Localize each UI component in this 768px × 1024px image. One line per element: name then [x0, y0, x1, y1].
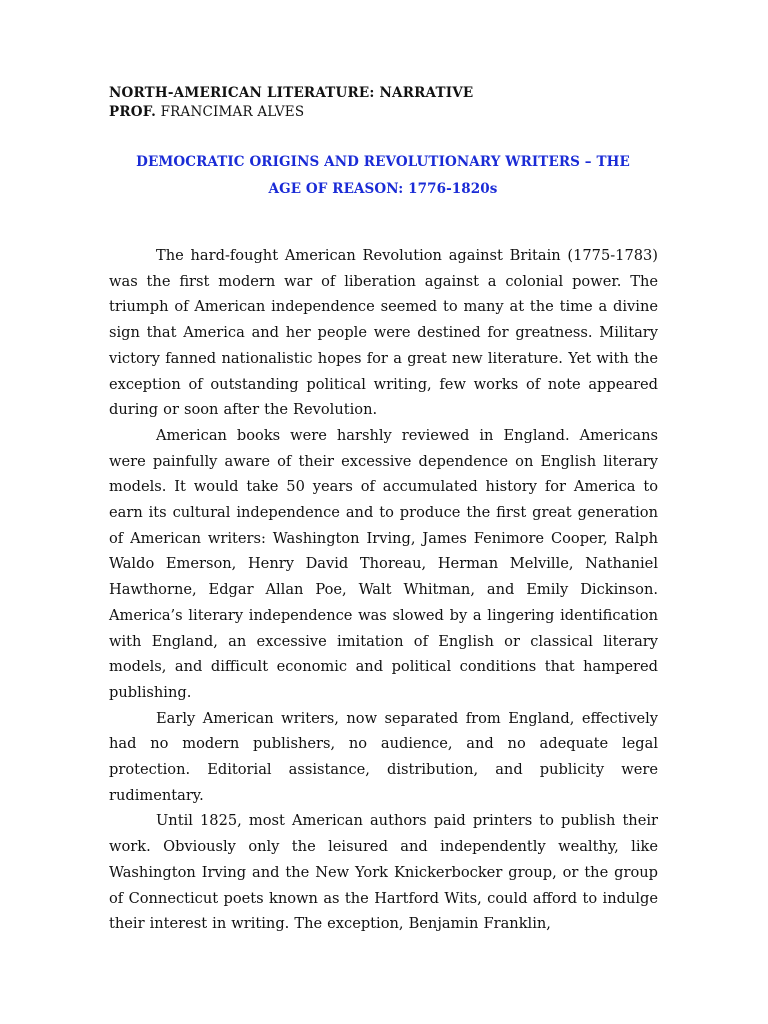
document-body [109, 243, 658, 937]
paragraph: The hard-fought American Revolution against Britain (1775-1783) was the first modern war of liberation against a colonial power. The triumph of American independence seemed to many at the time a divine sign that America and her people were destined for greatness. Military victory fanned nationalistic hopes for a great new literature. Yet with the exception of outstanding political writing, few works of note appeared during or soon after the Revolution. [109, 247, 658, 419]
document-title-line-2: AGE OF REASON: 1776-1820s [268, 181, 498, 197]
document-header [109, 84, 473, 122]
professor-prefix: PROF. [109, 104, 157, 120]
course-title: NORTH-AMERICAN LITERATURE: NARRATIVE [109, 85, 474, 101]
paragraph: Until 1825, most American authors paid printers to publish their work. Obviously only the leisured and independently wealthy, like Washington Irving and the New York Knickerbocker group, or the group of Connecticut poets known as the Hartford Wits, could afford to indulge their interest in writing. The exception, Benjamin Franklin, [109, 812, 658, 933]
document-title-line-1: DEMOCRATIC ORIGINS AND REVOLUTIONARY WRITERS – THE [136, 154, 630, 170]
professor-name: FRANCIMAR ALVES [160, 104, 305, 120]
document-title [109, 149, 657, 203]
professor-line [109, 103, 473, 122]
paragraph: Early American writers, now separated from England, effectively had no modern publishers, no audience, and no adequate legal protection. Editorial assistance, distribution, and publicity were rudimentary. [109, 709, 658, 804]
paragraph: American books were harshly reviewed in England. Americans were painfully aware of their excessive dependence on English literary models. It would take 50 years of accumulated history for America to earn its cultural independence and to produce the first great generation of American writers: Washington Irving, James Fenimore Cooper, Ralph Waldo Emerson, Henry David Thoreau, Herman Melville, Nathaniel Hawthorne, Edgar Allan Poe, Walt Whitman, and Emily Dickinson. America’s literary independence was slowed by a lingering identification with England, an excessive imitation of English or classical literary models, and difficult economic and political conditions that hampered publishing. [109, 426, 658, 701]
